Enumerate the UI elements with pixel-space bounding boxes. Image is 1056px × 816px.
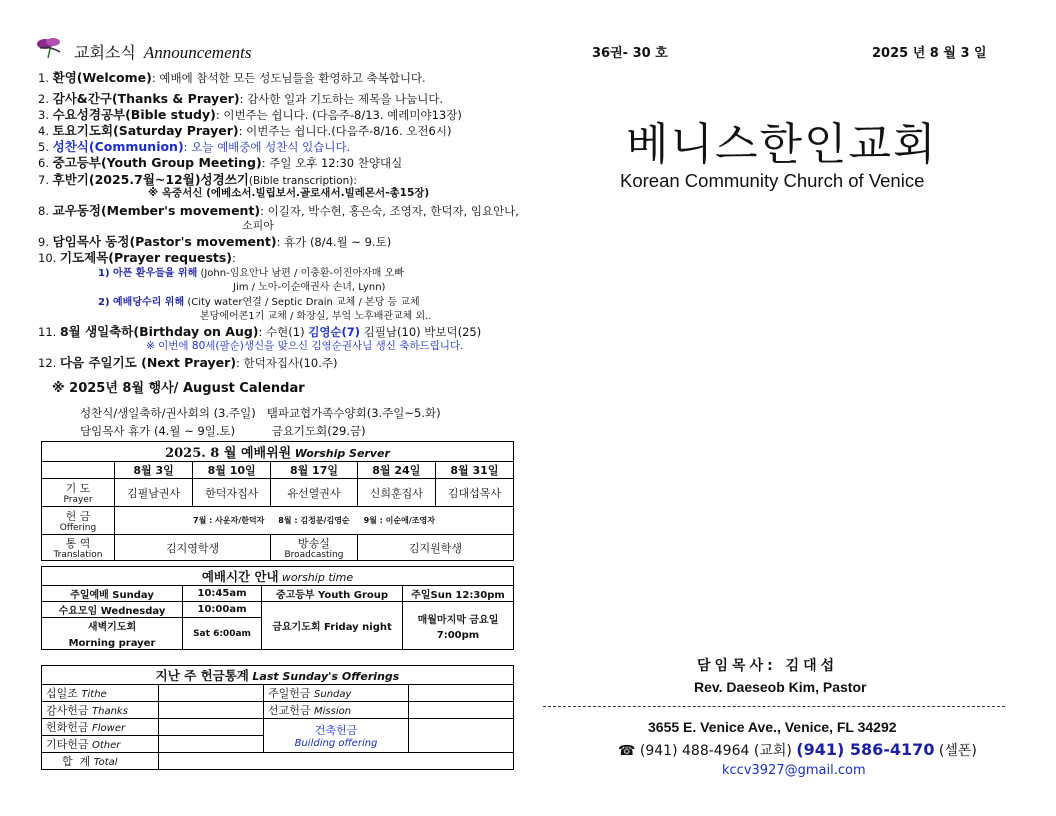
item-text: 김필남(10) 박보덕(25) (360, 325, 482, 339)
sunday-label: 주일예배 Sunday (42, 586, 183, 602)
label-ko: 선교헌금 (268, 704, 311, 717)
tithe-amount (159, 685, 264, 702)
label-ko: 주일헌금 (268, 687, 311, 700)
mission-label (264, 702, 409, 719)
phone-cell-label: (셀폰) (938, 743, 977, 759)
youth-time: 주일Sun 12:30pm (403, 586, 514, 602)
friday-time-a: 매월마지막 금요일 (417, 614, 499, 626)
worship-time-title (42, 567, 514, 586)
offerings-title (42, 666, 514, 685)
label-ko: 감사헌금 (46, 704, 89, 717)
other-label (42, 736, 159, 753)
item-title: 기도제목(Prayer requests) (59, 250, 233, 265)
worship-time-title-en: worship time (281, 571, 354, 584)
worship-server-table (41, 441, 514, 561)
label-ko: 새벽기도회 (87, 622, 137, 633)
phone-line (618, 740, 977, 760)
church-address: 3655 E. Venice Ave., Venice, FL 34292 (648, 719, 897, 735)
divider (543, 706, 1005, 707)
youth-label: 중고등부 Youth Group (262, 586, 403, 602)
item-title: 토요기도회(Saturday Prayer) (52, 123, 239, 138)
announcements-title-ko: 교회소식 (74, 43, 136, 62)
prayer-item-line: (City water연결 / Septic Drain 교체 / 본당 등 교체 (187, 297, 420, 308)
label-en: Thanks (92, 706, 128, 717)
item-text: : 한덕자집사(10.주) (236, 356, 338, 370)
item-title: 환영(Welcome) (52, 70, 152, 85)
item-text: : 예배에 참석한 모든 성도님들을 환영하고 축복합니다. (151, 71, 426, 85)
worship-time-table (41, 566, 514, 650)
item-title: 다음 주일기도 (Next Prayer) (59, 355, 237, 370)
offering-row-label (42, 507, 115, 535)
translation-cell: 김지영학생 (115, 535, 271, 561)
friday-label: 금요기도회 Friday night (262, 602, 403, 650)
wednesday-time: 10:00am (183, 602, 262, 618)
prayer-item-line: (John-임요안나 남편 / 이충환-이진아자매 오빠 (200, 268, 404, 279)
worship-server-title-en: Worship Server (294, 447, 390, 460)
worship-server-title-ko: 2025. 8 월 예배위원 (165, 446, 292, 461)
announcement-6 (38, 153, 402, 171)
worship-time-title-ko: 예배시간 안내 (201, 569, 279, 584)
announcements-title-en: Announcements (143, 43, 252, 62)
prayer-item-2 (98, 293, 420, 308)
tithe-label (42, 685, 159, 702)
worship-server-title (42, 442, 514, 462)
prayer-row-label (42, 479, 115, 507)
telephone-icon: ☎ (618, 743, 636, 759)
item-number: 4. (38, 124, 49, 138)
calendar-line-2: 담임목사 휴가 (4.월 ~ 9일.토) 금요기도회(29.금) (80, 424, 366, 438)
sunday-offering-amount (409, 685, 514, 702)
label-en: Building offering (294, 738, 378, 749)
prayer-item-title: 2) 예배당수리 위해 (98, 297, 185, 308)
item-number: 6. (38, 156, 49, 170)
bulletin-date: 2025 년 8 월 3 일 (872, 46, 987, 61)
calendar-line-1: 성찬식/생일축하/권사회의 (3.주일) 탬파교협가족수양회(3.주일~5.화) (80, 406, 441, 420)
church-name-en: Korean Community Church of Venice (620, 170, 925, 191)
item-text-highlight: 김영순(7) (308, 325, 361, 339)
label-ko: 합 계 (62, 755, 91, 768)
label-ko: 기 도 (65, 482, 91, 495)
item-number: 12. (38, 356, 57, 370)
item-text: : (232, 251, 236, 265)
other-amount (159, 736, 264, 753)
label-ko: 십일조 (46, 687, 78, 700)
item-number: 11. (38, 325, 57, 339)
date-header: 8월 24일 (357, 462, 435, 479)
item-title: 교우동정(Member's movement) (52, 203, 261, 218)
item-text: : 이번주는 쉽니다. (다음주-8/13. 예레미야13장) (215, 108, 462, 122)
sunday-time: 10:45am (183, 586, 262, 602)
label-en: Other (92, 740, 121, 751)
empty-cell (42, 462, 115, 479)
item-title: 담임목사 동정(Pastor's movement) (52, 234, 277, 249)
item-number: 10. (38, 251, 57, 265)
thanks-label (42, 702, 159, 719)
item-number: 3. (38, 108, 49, 122)
morning-prayer-time: Sat 6:00am (183, 618, 262, 650)
calendar-heading: ※ 2025년 8월 행사/ August Calendar (52, 381, 305, 396)
announcement-7-sub: ※ 옥중서신 (에베소서.빌립보서.골로새서.빌레몬서-총15장) (148, 187, 430, 199)
item-text: : 오늘 예배중에 성찬식 있습니다. (183, 140, 351, 154)
announcement-1 (38, 68, 426, 86)
item-number: 9. (38, 235, 49, 249)
item-text: : 휴가 (8/4.월 ~ 9.토) (276, 235, 392, 249)
prayer-item-title: 1) 아픈 환우들을 위해 (98, 268, 198, 279)
prayer-cell: 김대섭목사 (435, 479, 513, 507)
flower-label (42, 719, 159, 736)
mission-amount (409, 702, 514, 719)
prayer-item-1-line2: Jim / 노아-이순애권사 손녀, Lynn) (233, 282, 386, 293)
morning-prayer-label (42, 618, 183, 650)
building-amount (409, 719, 514, 753)
offerings-table (41, 665, 514, 770)
item-text: : 이번주는 쉽니다.(다음주-8/16. 오전6시) (238, 124, 452, 138)
broadcast-cell: 김지원학생 (357, 535, 513, 561)
label-en: Flower (92, 723, 126, 734)
item-title: 후반기(2025.7월~12월)성경쓰기 (52, 172, 249, 187)
label-ko: 헌화헌금 (46, 721, 89, 734)
item-title: 수요성경공부(Bible study) (52, 107, 216, 122)
pastor-name-en: Rev. Daeseob Kim, Pastor (694, 679, 867, 695)
flower-amount (159, 719, 264, 736)
label-en: Prayer (63, 495, 93, 505)
church-email[interactable]: kccv3927@gmail.com (722, 763, 866, 778)
date-header: 8월 3일 (115, 462, 193, 479)
item-text: : 감사한 일과 기도하는 제목을 나눕니다. (239, 92, 444, 106)
date-header: 8월 17일 (271, 462, 358, 479)
item-number: 2. (38, 92, 49, 106)
offerings-title-en: Last Sunday's Offerings (252, 670, 400, 683)
item-number: 1. (38, 71, 49, 85)
label-ko: 통 역 (65, 537, 91, 550)
label-en: Total (93, 757, 118, 768)
phone-cell: (941) 586-4170 (796, 740, 935, 759)
prayer-item-1 (98, 264, 404, 279)
label-ko: 헌 금 (65, 510, 91, 523)
item-number: 8. (38, 204, 49, 218)
broadcast-label (271, 535, 358, 561)
announcement-11-sub: ※ 이번에 80세(팔순)생신을 맞으신 김영순권사님 생신 축하드립니다. (146, 340, 464, 352)
item-number: 5. (38, 140, 49, 154)
label-en: Mission (314, 706, 352, 717)
friday-time-b: 7:00pm (436, 629, 480, 641)
label-en: Translation (53, 550, 103, 560)
item-title: 감사&간구(Thanks & Prayer) (52, 91, 240, 106)
prayer-cell: 김필남권사 (115, 479, 193, 507)
label-en: Morning prayer (68, 638, 156, 649)
label-ko: 기타헌금 (46, 738, 89, 751)
pastor-name-ko: 담임목사: 김대섭 (697, 658, 839, 674)
item-title: 중고등부(Youth Group Meeting) (52, 155, 262, 170)
item-title: 성찬식(Communion) (52, 139, 184, 154)
issue-number: 36권- 30 호 (592, 46, 668, 61)
label-ko: 건축헌금 (314, 724, 358, 737)
item-title: 8월 생일축하(Birthday on Aug) (59, 324, 259, 339)
prayer-cell: 유선열권사 (271, 479, 358, 507)
item-text: : 주일 오후 12:30 찬양대실 (261, 156, 403, 170)
flower-icon (36, 36, 66, 60)
label-en: Tithe (81, 689, 107, 700)
prayer-cell: 한덕자집사 (193, 479, 271, 507)
item-text: : 이길자, 박수현, 홍은숙, 조영자, 한덕자, 임요안나, (260, 204, 519, 218)
thanks-amount (159, 702, 264, 719)
announcement-8-cont: 소피아 (242, 219, 274, 232)
label-en: Sunday (314, 689, 352, 700)
prayer-cell: 신희훈집사 (357, 479, 435, 507)
wednesday-label: 수요모임 Wednesday (42, 602, 183, 618)
label-en: Broadcasting (284, 550, 344, 560)
offering-cell: 7월 : 사운자/한덕자 8월 : 김정분/김영순 9월 : 이순애/조영자 (115, 507, 514, 535)
phone-office: (941) 488-4964 (교회) (639, 743, 792, 759)
offerings-title-ko: 지난 주 헌금통계 (155, 668, 249, 683)
sunday-offering-label (264, 685, 409, 702)
total-label (42, 753, 159, 770)
date-header: 8월 10일 (193, 462, 271, 479)
item-text: : 수현(1) (258, 325, 309, 339)
building-label (264, 719, 409, 753)
item-number: 7. (38, 173, 49, 187)
church-name-ko: 베니스한인교회 (626, 119, 938, 170)
announcements-title (74, 40, 251, 63)
label-ko: 방송실 (298, 537, 330, 550)
label-en: Offering (59, 523, 97, 533)
total-amount (159, 753, 514, 770)
friday-time (403, 602, 514, 650)
prayer-item-2-line2: 본당에어콘1기 교체 / 화장실, 부엌 노후배관교체 외.. (200, 311, 432, 322)
announcement-12 (38, 353, 337, 371)
announcement-8 (38, 201, 519, 219)
date-header: 8월 31일 (435, 462, 513, 479)
translation-row-label (42, 535, 115, 561)
item-title-en: (Bible transcription): (248, 175, 357, 187)
